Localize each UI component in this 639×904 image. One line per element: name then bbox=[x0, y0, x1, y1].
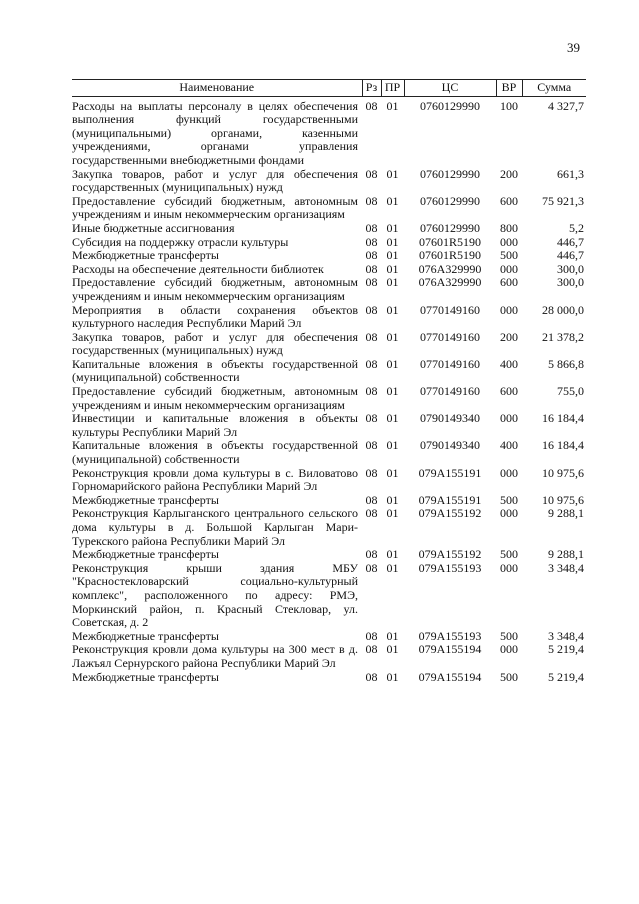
row-sum: 5 866,8 bbox=[548, 356, 584, 371]
row-sum: 300,0 bbox=[557, 275, 584, 290]
row-name: Инвестиции и капитальные вложения в объекты культуры Республики Марий Эл bbox=[72, 411, 358, 439]
row-sum: 16 184,4 bbox=[542, 438, 584, 453]
row-name: Предоставление субсидий бюджетным, автономным учреждениям и иным некоммерческим организациям bbox=[72, 384, 358, 412]
page-number: 39 bbox=[567, 40, 580, 55]
row-cs: 0770149160 bbox=[420, 302, 480, 317]
row-vr: 600 bbox=[500, 384, 518, 399]
row-cs: 079A155193 bbox=[418, 560, 482, 575]
row-pr: 01 bbox=[386, 560, 399, 575]
row-pr: 01 bbox=[386, 547, 399, 562]
row-vr: 500 bbox=[500, 547, 518, 562]
row-name: Мероприятия в области сохранения объектов культурного наследия Республики Марий Эл bbox=[72, 302, 358, 331]
row-name: Межбюджетные трансферты bbox=[72, 248, 219, 263]
row-name: Закупка товаров, работ и услуг для обеспечения государственных (муниципальных) нужд bbox=[72, 166, 358, 195]
row-cs: 079A155191 bbox=[418, 492, 482, 507]
row-pr: 01 bbox=[386, 248, 399, 263]
row-vr: 000 bbox=[500, 560, 518, 575]
row-pr: 01 bbox=[386, 506, 399, 521]
table-row bbox=[72, 548, 586, 562]
table-row bbox=[72, 439, 586, 466]
row-rz: 08 bbox=[365, 411, 378, 426]
table-row bbox=[72, 249, 586, 263]
row-cs: 079A155192 bbox=[418, 547, 482, 562]
row-vr: 500 bbox=[500, 628, 518, 643]
budget-table bbox=[72, 79, 586, 684]
row-rz: 08 bbox=[365, 275, 378, 290]
row-cs: 0760129990 bbox=[420, 98, 480, 113]
row-pr: 01 bbox=[386, 642, 399, 657]
row-sum: 755,0 bbox=[557, 384, 584, 399]
row-cs: 0760129990 bbox=[420, 166, 480, 181]
row-rz: 08 bbox=[365, 193, 378, 208]
row-pr: 01 bbox=[386, 234, 399, 249]
row-sum: 5 219,4 bbox=[548, 642, 584, 657]
row-pr: 01 bbox=[386, 261, 399, 276]
row-cs: 079A155191 bbox=[418, 465, 482, 480]
row-sum: 3 348,4 bbox=[548, 628, 584, 643]
table-row bbox=[72, 467, 586, 494]
row-name: Предоставление субсидий бюджетным, автономным учреждениям и иным некоммерческим организациям bbox=[72, 193, 358, 222]
row-name: Расходы на выплаты персоналу в целях обеспечения выполнения функций государственными (муниципальными) органами, казенными учреждениями, органами управления государственными внебюджетными фондами bbox=[72, 98, 358, 167]
header-pr: ПР bbox=[381, 80, 404, 97]
table-row bbox=[72, 276, 586, 303]
row-rz: 08 bbox=[365, 248, 378, 263]
row-sum: 5,2 bbox=[569, 220, 584, 235]
row-name: Реконструкция Карлыганского центрального сельского дома культуры в д. Большой Карлыган Мари-Турекского района Республики Марий Эл bbox=[72, 506, 358, 548]
header-cs: ЦС bbox=[404, 80, 496, 97]
table-row bbox=[72, 195, 586, 222]
header-rz: Рз bbox=[362, 80, 381, 97]
row-sum: 5 219,4 bbox=[548, 669, 584, 684]
row-pr: 01 bbox=[386, 329, 399, 344]
row-pr: 01 bbox=[386, 275, 399, 290]
row-rz: 08 bbox=[365, 166, 378, 181]
row-vr: 400 bbox=[500, 438, 518, 453]
row-cs: 0760129990 bbox=[420, 220, 480, 235]
row-pr: 01 bbox=[386, 220, 399, 235]
row-vr: 100 bbox=[500, 98, 518, 113]
table-row bbox=[72, 562, 586, 630]
row-name: Межбюджетные трансферты bbox=[72, 492, 219, 507]
row-vr: 500 bbox=[500, 492, 518, 507]
row-rz: 08 bbox=[365, 302, 378, 317]
row-vr: 000 bbox=[500, 465, 518, 480]
header-name: Наименование bbox=[72, 80, 362, 97]
row-vr: 000 bbox=[500, 302, 518, 317]
table-row bbox=[72, 263, 586, 277]
row-sum: 661,3 bbox=[557, 166, 584, 181]
row-name: Капитальные вложения в объекты государственной (муниципальной) собственности bbox=[72, 438, 358, 467]
row-name: Закупка товаров, работ и услуг для обеспечения государственных (муниципальных) нужд bbox=[72, 329, 358, 358]
row-name: Реконструкция кровли дома культуры в с. Виловатово Горномарийского района Республики Марий Эл bbox=[72, 465, 358, 494]
row-rz: 08 bbox=[365, 506, 378, 521]
table-row bbox=[72, 331, 586, 358]
row-name: Реконструкция крыши здания МБУ "Красностекловарский социально-культурный комплекс", расположенного по адресу: РМЭ, Моркинский район, п. Красный Стекловар, ул. Советская, д. 2 bbox=[72, 560, 358, 630]
row-rz: 08 bbox=[365, 438, 378, 453]
row-cs: 0790149340 bbox=[420, 411, 480, 426]
row-sum: 28 000,0 bbox=[542, 302, 584, 317]
row-rz: 08 bbox=[365, 261, 378, 276]
row-rz: 08 bbox=[365, 560, 378, 575]
row-vr: 200 bbox=[500, 329, 518, 344]
row-vr: 500 bbox=[500, 248, 518, 263]
row-cs: 0770149160 bbox=[420, 329, 480, 344]
row-rz: 08 bbox=[365, 220, 378, 235]
table-row bbox=[72, 358, 586, 385]
row-rz: 08 bbox=[365, 547, 378, 562]
row-pr: 01 bbox=[386, 193, 399, 208]
row-cs: 079A155194 bbox=[418, 642, 482, 657]
row-rz: 08 bbox=[365, 98, 378, 113]
row-pr: 01 bbox=[386, 98, 399, 113]
row-sum: 21 378,2 bbox=[542, 329, 584, 344]
row-rz: 08 bbox=[365, 642, 378, 657]
row-rz: 08 bbox=[365, 234, 378, 249]
row-pr: 01 bbox=[386, 302, 399, 317]
row-name: Межбюджетные трансферты bbox=[72, 669, 219, 684]
row-sum: 10 975,6 bbox=[542, 492, 584, 507]
row-vr: 000 bbox=[500, 234, 518, 249]
row-cs: 079A155192 bbox=[418, 506, 482, 521]
row-rz: 08 bbox=[365, 465, 378, 480]
row-pr: 01 bbox=[386, 384, 399, 399]
table-row bbox=[72, 412, 586, 439]
row-vr: 800 bbox=[500, 220, 518, 235]
row-name: Иные бюджетные ассигнования bbox=[72, 220, 235, 235]
row-vr: 200 bbox=[500, 166, 518, 181]
row-pr: 01 bbox=[386, 465, 399, 480]
row-cs: 079A155193 bbox=[418, 628, 482, 643]
row-cs: 0790149340 bbox=[420, 438, 480, 453]
row-vr: 500 bbox=[500, 669, 518, 684]
row-rz: 08 bbox=[365, 329, 378, 344]
row-name: Предоставление субсидий бюджетным, автономным учреждениям и иным некоммерческим организациям bbox=[72, 275, 358, 303]
row-vr: 600 bbox=[500, 275, 518, 290]
row-pr: 01 bbox=[386, 669, 399, 684]
row-pr: 01 bbox=[386, 411, 399, 426]
row-sum: 10 975,6 bbox=[542, 465, 584, 480]
table-row bbox=[72, 494, 586, 508]
row-pr: 01 bbox=[386, 628, 399, 643]
row-rz: 08 bbox=[365, 628, 378, 643]
header-vr: ВР bbox=[496, 80, 522, 97]
row-rz: 08 bbox=[365, 356, 378, 371]
row-vr: 000 bbox=[500, 411, 518, 426]
row-pr: 01 bbox=[386, 492, 399, 507]
table-row bbox=[72, 385, 586, 412]
table-row bbox=[72, 100, 586, 168]
row-sum: 9 288,1 bbox=[548, 547, 584, 562]
table-row bbox=[72, 222, 586, 236]
row-pr: 01 bbox=[386, 166, 399, 181]
row-sum: 4 327,7 bbox=[548, 98, 584, 113]
row-sum: 300,0 bbox=[557, 261, 584, 276]
row-pr: 01 bbox=[386, 356, 399, 371]
row-cs: 0760129990 bbox=[420, 193, 480, 208]
row-name: Межбюджетные трансферты bbox=[72, 547, 219, 562]
row-cs: 0770149160 bbox=[420, 384, 480, 399]
table-row bbox=[72, 304, 586, 331]
row-sum: 16 184,4 bbox=[542, 411, 584, 426]
table-row bbox=[72, 671, 586, 685]
row-name: Капитальные вложения в объекты государственной (муниципальной) собственности bbox=[72, 356, 358, 385]
row-cs: 076A329990 bbox=[418, 275, 482, 290]
row-vr: 400 bbox=[500, 356, 518, 371]
row-name: Межбюджетные трансферты bbox=[72, 628, 219, 643]
table-row bbox=[72, 168, 586, 195]
row-pr: 01 bbox=[386, 438, 399, 453]
row-vr: 000 bbox=[500, 261, 518, 276]
row-vr: 600 bbox=[500, 193, 518, 208]
row-name: Реконструкция кровли дома культуры на 300 мест в д. Лажъял Сернурского района Республики Марий Эл bbox=[72, 642, 358, 670]
row-sum: 446,7 bbox=[557, 234, 584, 249]
row-vr: 000 bbox=[500, 642, 518, 657]
row-sum: 9 288,1 bbox=[548, 506, 584, 521]
row-name: Субсидия на поддержку отрасли культуры bbox=[72, 234, 289, 249]
row-sum: 75 921,3 bbox=[542, 193, 584, 208]
row-cs: 07601R5190 bbox=[418, 234, 481, 249]
row-cs: 076A329990 bbox=[418, 261, 482, 276]
row-sum: 3 348,4 bbox=[548, 560, 584, 575]
row-vr: 000 bbox=[500, 506, 518, 521]
header-sum: Сумма bbox=[522, 80, 586, 97]
row-rz: 08 bbox=[365, 384, 378, 399]
table-row bbox=[72, 236, 586, 250]
row-name: Расходы на обеспечение деятельности библиотек bbox=[72, 261, 324, 276]
row-rz: 08 bbox=[365, 492, 378, 507]
table-body bbox=[72, 96, 586, 684]
table-row bbox=[72, 507, 586, 548]
table-header-row bbox=[72, 80, 586, 97]
row-sum: 446,7 bbox=[557, 248, 584, 263]
row-rz: 08 bbox=[365, 669, 378, 684]
row-cs: 07601R5190 bbox=[418, 248, 481, 263]
row-cs: 0770149160 bbox=[420, 356, 480, 371]
row-cs: 079A155194 bbox=[418, 669, 482, 684]
table-row bbox=[72, 630, 586, 644]
table-row bbox=[72, 643, 586, 670]
